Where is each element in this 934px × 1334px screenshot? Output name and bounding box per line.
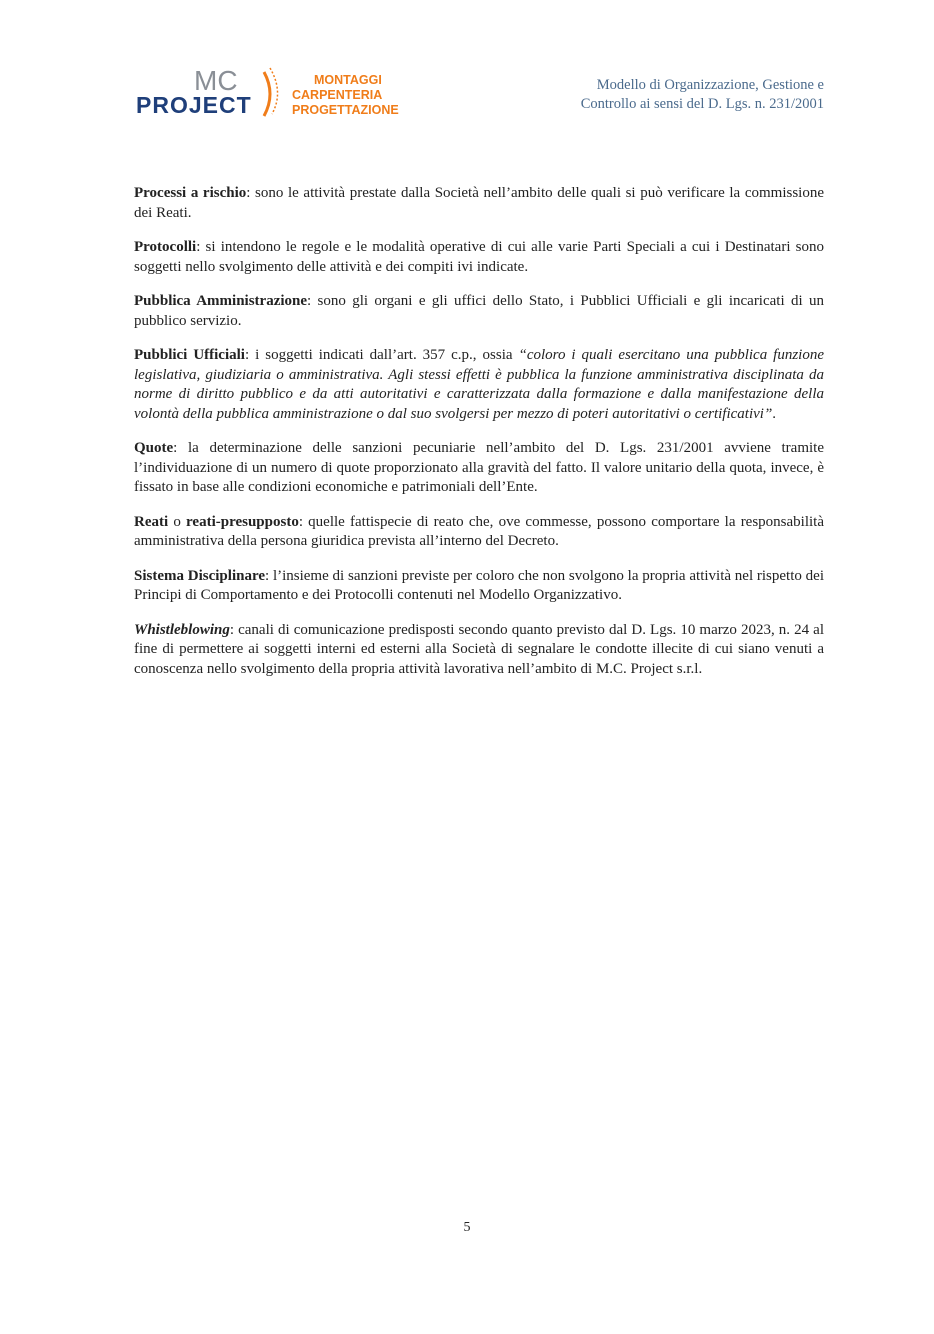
definition-text: : sono gli organi e gli uffici dello Stato, i Pubblici Ufficiali e gli incaricati di un pubblico servizio. — [134, 293, 824, 329]
logo-line3: PROGETTAZIONE — [292, 103, 399, 117]
definition-text: : la determinazione delle sanzioni pecuniarie nell’ambito del D. Lgs. 231/2001 avviene tramite l’individuazione di un numero di quote proporzionato alla gravità del fatto. Il valore unitario della quota, invece, è fissato in base alle condizioni economiche e patrimoniali dell’Ente. — [134, 440, 824, 495]
page-number: 5 — [463, 1220, 471, 1235]
logo-project-text: PROJECT — [136, 92, 252, 118]
document-header-title — [504, 76, 824, 114]
term: Sistema Disciplinare — [134, 567, 265, 584]
logo-line2: CARPENTERIA — [292, 88, 383, 102]
definition-sistema-disciplinare — [134, 567, 824, 606]
definition-protocolli — [134, 238, 824, 277]
definition-text: : i soggetti indicati dall’art. 357 c.p., ossia — [244, 347, 519, 363]
logo-line1: MONTAGGI — [314, 73, 382, 87]
term: Reati — [134, 513, 169, 530]
term-secondary: reati-presupposto — [186, 513, 299, 530]
definition-pubblica-amministrazione — [134, 292, 824, 331]
definition-text: : si intendono le regole e le modalità operative di cui alle varie Parti Speciali a cui i Destinatari sono soggetti nello svolgimento delle attività e dei compiti ivi indicate. — [134, 239, 824, 275]
definition-processi-a-rischio — [134, 184, 824, 223]
company-logo — [136, 64, 406, 120]
term: Processi a rischio — [134, 185, 247, 201]
definition-reati — [134, 513, 824, 552]
definition-text: : sono le attività prestate dalla Società nell’ambito delle quali si può verificare la commissione dei Reati. — [134, 185, 824, 221]
term: Protocolli — [134, 239, 197, 255]
definition-pubblici-ufficiali — [134, 346, 824, 424]
header-title-line2: Controllo ai sensi del D. Lgs. n. 231/2001 — [580, 96, 824, 112]
definition-text: : l’insieme di sanzioni previste per coloro che non svolgono la propria attività nel rispetto dei Principi di Comportamento e dei Protocolli contenuti nel Modello Organizzativo. — [134, 567, 824, 603]
definition-whistleblowing — [134, 621, 824, 680]
definition-text: : canali di comunicazione predisposti secondo quanto previsto dal D. Lgs. 10 marzo 2023, n. 24 al fine di permettere ai soggetti interni ed esterni alla Società di segnalare le condotte illecite di cui siano venuti a conoscenza nello svolgimento della propria attività lavorativa nell’ambito di M.C. Project s.r.l. — [134, 621, 824, 677]
mc-project-logo-graphic — [136, 64, 406, 120]
term: Pubblica Amministrazione — [134, 293, 308, 309]
document-body — [134, 184, 824, 694]
term: Whistleblowing — [134, 621, 230, 638]
term: Pubblici Ufficiali — [134, 347, 245, 363]
logo-arc-icon — [264, 72, 270, 116]
header-title-line1: Modello di Organizzazione, Gestione e — [596, 77, 824, 93]
definition-end: . — [772, 405, 777, 422]
definition-text: : quelle fattispecie di reato che, ove commesse, possono comportare la responsabilità amministrativa della persona giuridica prevista all’interno del Decreto. — [134, 513, 825, 549]
term: Quote — [134, 440, 174, 456]
logo-mc-text: MC — [194, 65, 238, 96]
definition-quote — [134, 439, 824, 498]
definition-quote: “coloro i quali esercitano una pubblica funzione legislativa, giudiziaria o amministrativa. Agli stessi effetti è pubblica la funzione amministrativa disciplinata da norme di diritto pubblico e da atti autoritativi e caratterizzata dalla formazione e dalla manifestazione della volontà della pubblica amministrazione o dal suo svolgersi per mezzo di poteri autoritativi o certificativi” — [134, 347, 824, 422]
definition-connector: o — [168, 513, 187, 530]
